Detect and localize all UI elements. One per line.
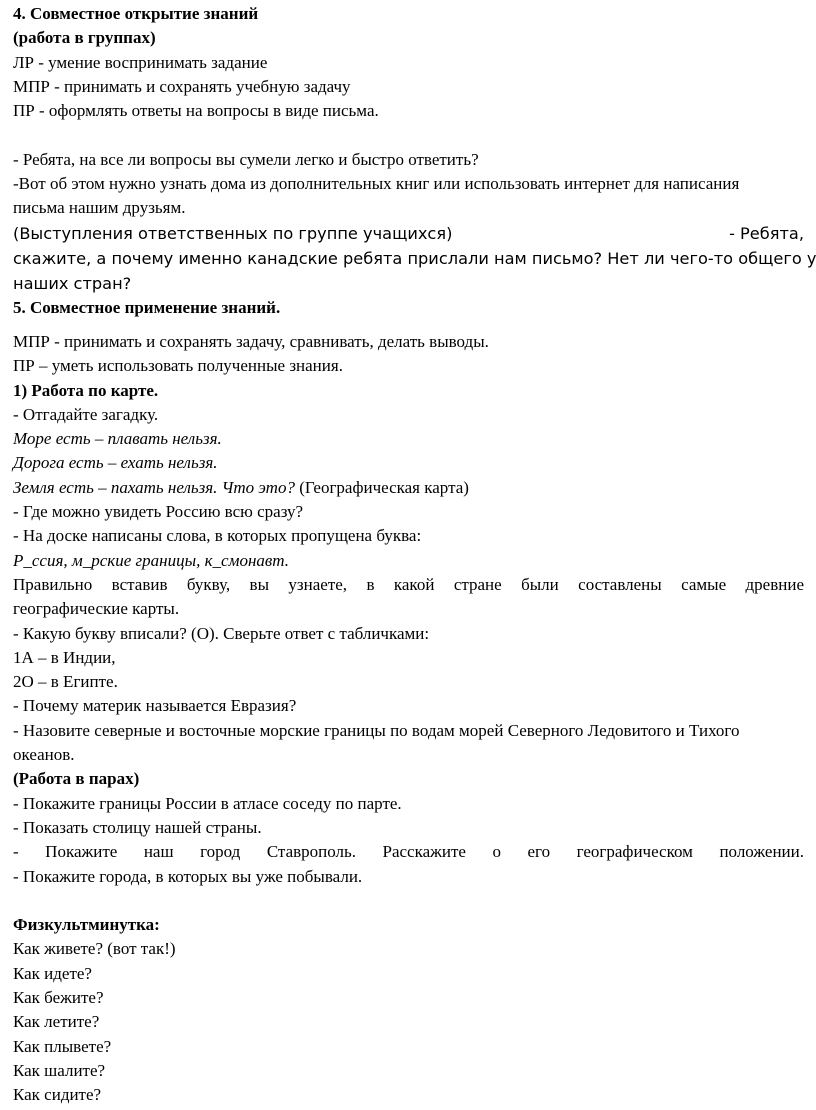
riddle-line-3: [13, 476, 804, 500]
section4-title: 4. Совместное открытие знаний: [13, 4, 259, 23]
section4-subtitle: (работа в группах): [13, 28, 156, 48]
map-work-title: 1) Работа по карте.: [13, 380, 159, 400]
fizminutka-line: Как сидите?: [13, 1085, 102, 1105]
board-words-prompt: - На доске написаны слова, в которых пропущена буква:: [13, 526, 422, 546]
section4-pr: ПР - оформлять ответы на вопросы в виде письма.: [13, 101, 379, 121]
performance-question-start: - Ребята,: [729, 223, 804, 243]
answer-option-2: 2О – в Египте.: [13, 672, 118, 692]
dialog-question-1: - Ребята, на все ли вопросы вы сумели легко и быстро ответить?: [13, 149, 479, 169]
spacer: [13, 123, 804, 147]
insert-letter-line1: Правильно вставив букву, вы узнаете, в какой стране были составлены самые древние: [13, 574, 804, 594]
fizminutka-title: Физкультминутка:: [13, 915, 160, 935]
riddle-question: Земля есть – пахать нельзя. Что это?: [13, 477, 295, 497]
section4-mpr: МПР - принимать и сохранять учебную задачу: [13, 76, 351, 96]
question-russia: - Где можно увидеть Россию всю сразу?: [13, 502, 304, 522]
insert-letter-line2: географические карты.: [13, 599, 180, 619]
pairs-task-4: - Покажите города, в которых вы уже побывали.: [13, 866, 363, 886]
riddle-line-1: Море есть – плавать нельзя.: [13, 429, 222, 449]
section5-title: 5. Совместное применение знаний.: [13, 297, 281, 317]
dialog-question-2-line1: скажите, а почему именно канадские ребята прислали нам письмо? Нет ли чего-то общего у: [13, 248, 816, 268]
fizminutka-line: Как летите?: [13, 1012, 100, 1032]
pairs-task-3: - Покажите наш город Ставрополь. Расскажите о его географическом положении.: [13, 842, 804, 862]
spacer: [13, 320, 804, 330]
section4-lr: ЛР - умение воспринимать задание: [13, 52, 268, 72]
fizminutka-line: Как шалите?: [13, 1060, 106, 1080]
dialog-answer-1-line2: письма нашим друзьям.: [13, 198, 186, 218]
pairs-task-2: - Показать столицу нашей страны.: [13, 817, 262, 837]
fizminutka-line: Как плывете?: [13, 1036, 112, 1056]
missing-letter-words: Р_ссия, м_рские границы, к_смонавт.: [13, 550, 289, 570]
dialog-answer-1-line1: -Вот об этом нужно узнать дома из дополнительных книг или использовать интернет для написания: [13, 174, 740, 194]
pairs-task-1: - Покажите границы России в атласе соседу по парте.: [13, 793, 402, 813]
riddle-prompt: - Отгадайте загадку.: [13, 404, 159, 424]
section5-pr: ПР – уметь использовать полученные знания.: [13, 356, 343, 376]
fizminutka-line: Как идете?: [13, 963, 92, 983]
performance-row: [13, 221, 804, 246]
fizminutka-line: Как бежите?: [13, 987, 104, 1007]
dialog-question-2-line2: наших стран?: [13, 273, 132, 293]
question-eurasia: - Почему материк называется Евразия?: [13, 696, 297, 716]
borders-question-line2: океанов.: [13, 745, 75, 765]
borders-question-line1: - Назовите северные и восточные морские границы по водам морей Северного Ледовитого и Тихого: [13, 720, 740, 740]
section5-mpr: МПР - принимать и сохранять задачу, сравнивать, делать выводы.: [13, 331, 489, 351]
performance-note: (Выступления ответственных по группе учащихся): [13, 223, 453, 243]
pairs-work-title: (Работа в парах): [13, 769, 140, 789]
fizminutka-line: Как живете? (вот так!): [13, 939, 176, 959]
which-letter-question: - Какую букву вписали? (О). Сверьте ответ с табличками:: [13, 623, 430, 643]
spacer: [13, 889, 804, 913]
riddle-answer: (Географическая карта): [294, 477, 469, 497]
answer-option-1: 1А – в Индии,: [13, 647, 116, 667]
riddle-line-2: Дорога есть – ехать нельзя.: [13, 453, 218, 473]
